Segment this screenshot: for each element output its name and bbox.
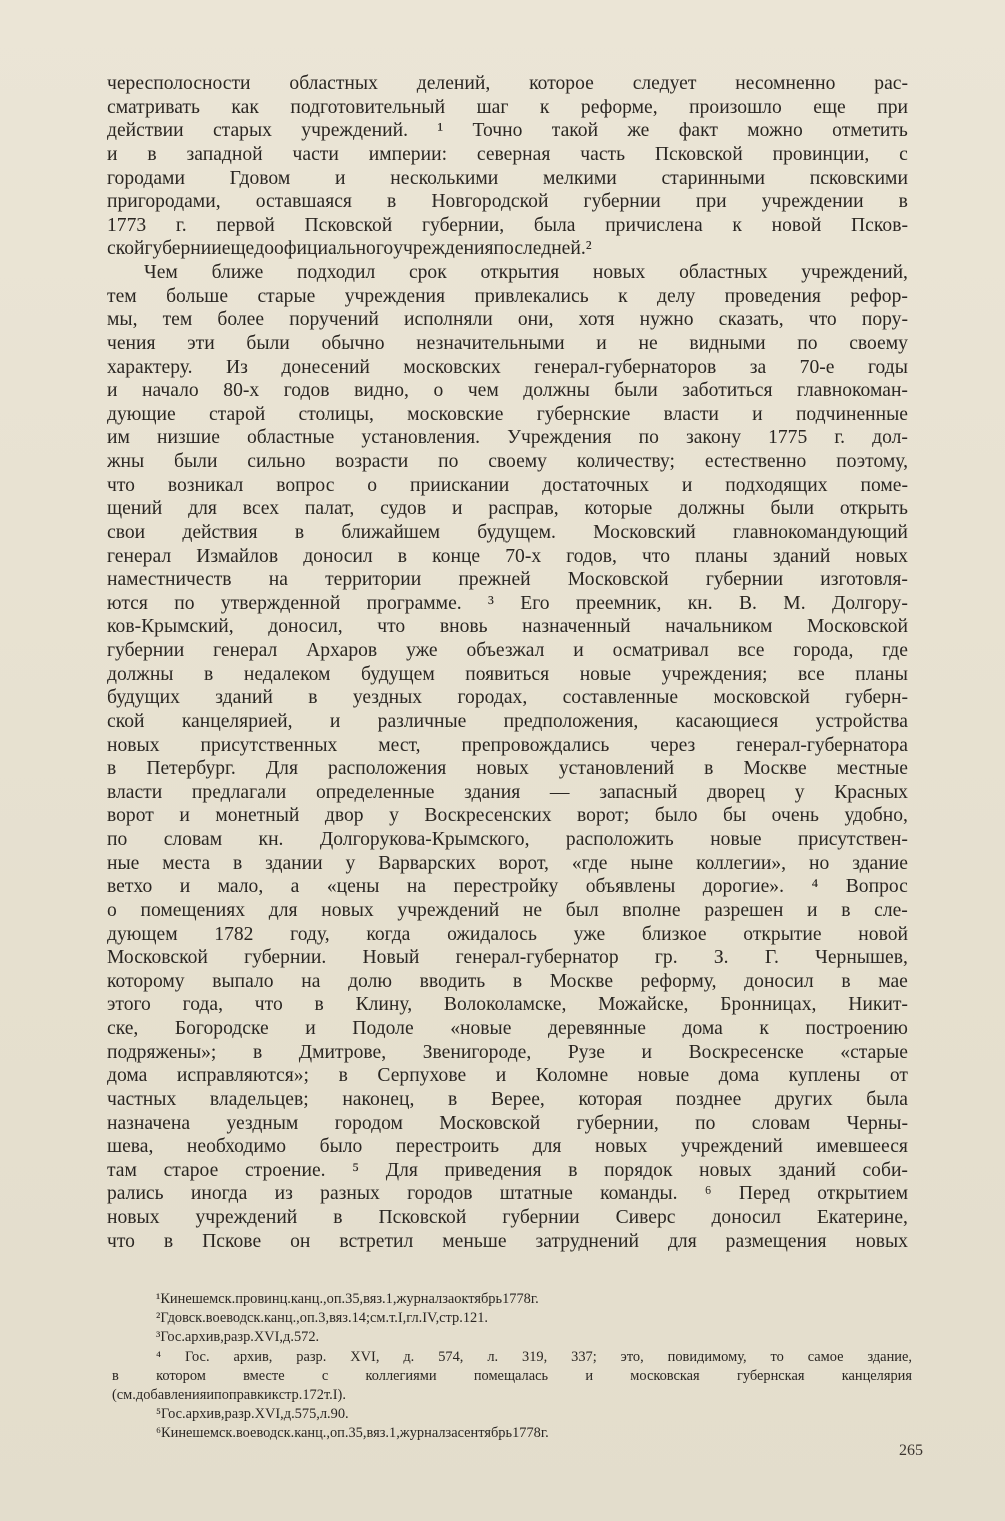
text-line: ные места в здании у Варварских ворот, «где ныне коллегии», но здание bbox=[107, 852, 908, 874]
text-line: дующие старой столицы, московские губернские власти и подчиненные bbox=[107, 403, 908, 425]
text-line: должны в недалеком будущем появиться новые учреждения; все планы bbox=[107, 663, 908, 685]
text-line: характеру. Из донесений московских генерал-губернаторов за 70-е годы bbox=[107, 356, 908, 378]
text-line: там старое строение. ⁵ Для приведения в порядок новых зданий соби- bbox=[107, 1159, 908, 1181]
text-line: власти предлагали определенные здания — запасный дворец у Красных bbox=[107, 781, 908, 803]
text-line: наместничеств на территории прежней Московской губернии изготовля- bbox=[107, 569, 908, 591]
footnotes bbox=[112, 1290, 912, 1444]
footnote-line: ¹ Кинешемск. провинц. канц., оп. 35, вяз. 1, журнал за октябрь 1778 г. bbox=[156, 1291, 539, 1307]
text-line: Московской губернии. Новый генерал-губернатор гр. З. Г. Чернышев, bbox=[107, 947, 908, 969]
text-line: будущих зданий в уездных городах, составленные московской губерн- bbox=[107, 687, 908, 709]
page-number: 265 bbox=[899, 1442, 923, 1459]
text-line: ветхо и мало, а «цены на перестройку объявлены дорогие». ⁴ Вопрос bbox=[107, 876, 908, 898]
text-line: и в западной части империи: северная часть Псковской провинции, с bbox=[107, 143, 908, 165]
text-line: назначена уездным городом Московской губернии, по словам Черны- bbox=[107, 1112, 908, 1134]
text-line: ков-Крымский, доносил, что вновь назначенный начальником Московской bbox=[107, 616, 908, 638]
text-line: пригородами, оставшаяся в Новгородской губернии при учреждении в bbox=[107, 191, 908, 213]
main-text bbox=[107, 72, 908, 1253]
text-line: Чем ближе подходил срок открытия новых областных учреждений, bbox=[144, 262, 908, 283]
text-line: ской канцелярией, и различные предположения, касающиеся устройства bbox=[107, 710, 908, 732]
text-line: ске, Богородске и Подоле «новые деревянные дома к построению bbox=[107, 1018, 908, 1039]
text-line: чения эти были обычно незначительными и не видными по своему bbox=[107, 332, 908, 354]
text-line: губернии генерал Архаров уже объезжал и осматривал все города, где bbox=[107, 640, 908, 661]
text-line: им низшие областные установления. Учреждения по закону 1775 г. дол- bbox=[107, 427, 908, 449]
text-line: что возникал вопрос о приискании достаточных и подходящих поме- bbox=[107, 474, 908, 496]
text-line: тем больше старые учреждения привлекались к делу проведения рефор- bbox=[107, 285, 908, 307]
text-line: шева, необходимо было перестроить для новых учреждений имевшееся bbox=[107, 1136, 908, 1158]
text-line: дома исправляются»; в Серпухове и Коломне новые дома куплены от bbox=[107, 1065, 908, 1087]
text-line: действии старых учреждений. ¹ Точно такой же факт можно отметить bbox=[107, 120, 908, 142]
text-line: новых присутственных мест, препровождались через генерал-губернатора bbox=[107, 734, 908, 756]
text-line: 1773 г. первой Псковской губернии, была причислена к новой Псков- bbox=[107, 214, 908, 236]
text-line: чересполосности областных делений, которое следует несомненно рас- bbox=[107, 73, 908, 94]
footnote-line: (см. добавления и поправки к стр. 172 т. I). bbox=[112, 1386, 346, 1403]
text-line: щений для всех палат, судов и расправ, которые должны были открыть bbox=[107, 498, 908, 520]
text-line: рались иногда из разных городов штатные команды. ⁶ Перед открытием bbox=[107, 1183, 908, 1205]
text-line: и начало 80-х годов видно, о чем должны были заботиться главнокоман- bbox=[107, 380, 908, 402]
text-line: новых учреждений в Псковской губернии Сиверс доносил Екатерине, bbox=[107, 1207, 908, 1228]
text-line: дующем 1782 году, когда ожидалось уже близкое открытие новой bbox=[107, 923, 908, 945]
text-line: которому выпало на долю вводить в Москве реформу, доносил в мае bbox=[107, 970, 908, 992]
footnote-line: в котором вместе с коллегиями помещалась и московская губернская канцелярия bbox=[112, 1367, 912, 1384]
text-line: о помещениях для новых учреждений не был вполне разрешен и в сле- bbox=[107, 899, 908, 921]
text-line: подряжены»; в Дмитрове, Звенигороде, Рузе и Воскресенске «старые bbox=[107, 1041, 908, 1063]
footnote-line: ⁵ Гос. архив, разр. XVI, д. 575, л. 90. bbox=[156, 1406, 349, 1423]
text-line: генерал Измайлов доносил в конце 70-х годов, что планы зданий новых bbox=[107, 545, 908, 567]
text-line: свои действия в ближайшем будущем. Московский главнокомандующий bbox=[107, 521, 908, 543]
text-line: этого года, что в Клину, Волоколамске, Можайске, Бронницах, Никит- bbox=[107, 994, 908, 1016]
text-line: мы, тем более поручений исполняли они, хотя нужно сказать, что пору- bbox=[107, 309, 908, 331]
text-line: ются по утвержденной программе. ³ Его преемник, кн. В. М. Долгору- bbox=[107, 592, 908, 614]
text-line: что в Пскове он встретил меньше затруднений для размещения новых bbox=[107, 1230, 908, 1252]
text-line: частных владельцев; наконец, в Верее, которая позднее других была bbox=[107, 1088, 908, 1110]
footnote-line: ⁶ Кинешемск. воеводск. канц., оп. 35, вяз. 1, журнал за сентябрь 1778 г. bbox=[156, 1425, 549, 1442]
text-line: ской губернии еще до официального учреждения последней. ² bbox=[107, 238, 592, 260]
footnote-line: ⁴ Гос. архив, разр. XVI, д. 574, л. 319, 337; это, повидимому, то самое здание, bbox=[156, 1348, 912, 1365]
text-line: сматривать как подготовительный шаг к реформе, произошло еще при bbox=[107, 96, 908, 118]
text-line: в Петербург. Для расположения новых установлений в Москве местные bbox=[107, 758, 908, 780]
footnote-line: ³ Гос. архив, разр. XVI, д. 572. bbox=[156, 1329, 320, 1346]
text-line: по словам кн. Долгорукова-Крымского, расположить новые присутствен- bbox=[107, 829, 908, 850]
footnote-line: ² Гдовск. воеводск. канц., оп. 3, вяз. 14; см. т. I, гл. IV, стр. 121. bbox=[156, 1310, 489, 1327]
text-line: ворот и монетный двор у Воскресенских ворот; было бы очень удобно, bbox=[107, 805, 908, 827]
text-line: жны были сильно возрасти по своему количеству; естественно поэтому, bbox=[107, 451, 908, 472]
text-line: городами Гдовом и несколькими мелкими старинными псковскими bbox=[107, 167, 908, 189]
